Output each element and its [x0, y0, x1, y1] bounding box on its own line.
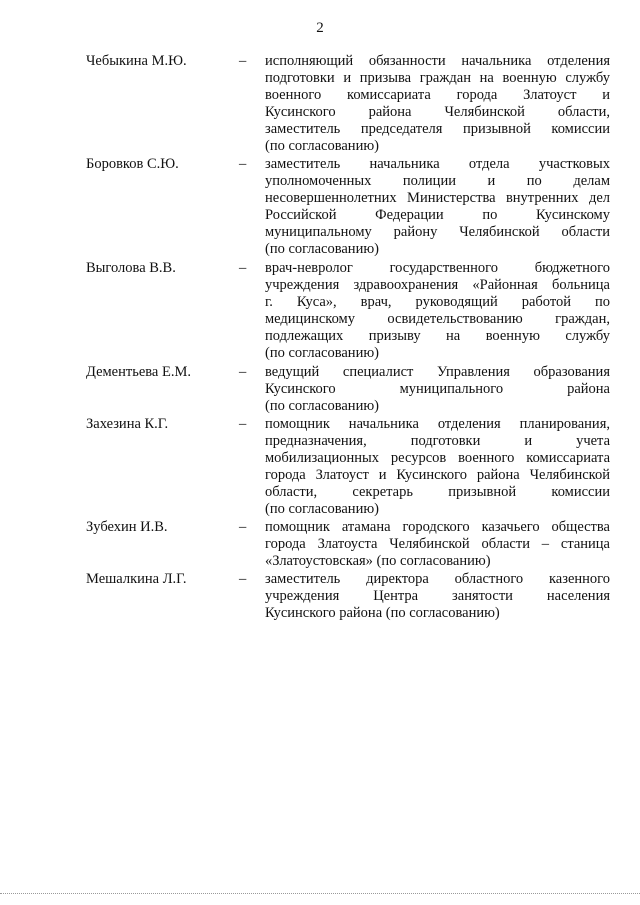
description-line: подлежащих призыву на военную службу	[265, 328, 610, 344]
description-line: заместитель председателя призывной комиссии	[265, 121, 610, 137]
member-name: Выголова В.В.	[86, 260, 176, 276]
member-name: Дементьева Е.М.	[86, 364, 191, 380]
description-line: (по согласованию)	[265, 138, 379, 154]
member-description	[265, 53, 610, 155]
member-dash: –	[239, 364, 247, 380]
member-dash: –	[239, 416, 247, 432]
description-line: заместитель начальника отдела участковых	[265, 156, 610, 172]
member-dash: –	[239, 519, 247, 535]
description-line: несовершеннолетних Министерства внутренних дел	[265, 190, 610, 206]
member-description	[265, 571, 610, 622]
member-description	[265, 364, 610, 415]
description-line: муниципальному району Челябинской области	[265, 224, 610, 240]
description-line: г. Куса», врач, руководящий работой по	[265, 294, 610, 310]
description-line: Кусинского муниципального района	[265, 381, 610, 397]
description-line: помощник атамана городского казачьего общества	[265, 519, 610, 535]
description-line: помощник начальника отделения планирования,	[265, 416, 610, 432]
description-line: учреждения Центра занятости населения	[265, 588, 610, 604]
description-line: мобилизационных ресурсов военного комиссариата	[265, 450, 610, 466]
description-line: ведущий специалист Управления образования	[265, 364, 610, 380]
description-line: города Златоуста Челябинской области – станица	[265, 536, 610, 552]
member-dash: –	[239, 53, 247, 69]
description-line: (по согласованию)	[265, 345, 379, 361]
description-line: военного комиссариата города Златоуст и	[265, 87, 610, 103]
member-name: Боровков С.Ю.	[86, 156, 179, 172]
description-line: (по согласованию)	[265, 398, 379, 414]
description-line: заместитель директора областного казенного	[265, 571, 610, 587]
member-name: Мешалкина Л.Г.	[86, 571, 187, 587]
page-number: 2	[316, 20, 324, 36]
member-name: Захезина К.Г.	[86, 416, 169, 432]
member-dash: –	[239, 260, 247, 276]
member-description	[265, 416, 610, 518]
description-line: Российской Федерации по Кусинскому	[265, 207, 610, 223]
member-name: Чебыкина М.Ю.	[86, 53, 187, 69]
member-description	[265, 519, 610, 570]
member-name: Зубехин И.В.	[86, 519, 168, 535]
description-line: области, секретарь призывной комиссии	[265, 484, 610, 500]
description-line: Кусинского района Челябинской области,	[265, 104, 610, 120]
description-line: исполняющий обязанности начальника отделения	[265, 53, 610, 69]
member-dash: –	[239, 571, 247, 587]
description-line: подготовки и призыва граждан на военную службу	[265, 70, 610, 86]
member-description	[265, 156, 610, 258]
description-line: предназначения, подготовки и учета	[265, 433, 610, 449]
description-line: Кусинского района (по согласованию)	[265, 605, 500, 621]
member-dash: –	[239, 156, 247, 172]
description-line: города Златоуст и Кусинского района Челябинской	[265, 467, 610, 483]
footer-rule	[0, 893, 640, 894]
description-line: медицинскому освидетельствованию граждан,	[265, 311, 610, 327]
description-line: (по согласованию)	[265, 501, 379, 517]
description-line: «Златоустовская» (по согласованию)	[265, 553, 491, 569]
description-line: уполномоченных полиции и по делам	[265, 173, 610, 189]
description-line: (по согласованию)	[265, 241, 379, 257]
member-description	[265, 260, 610, 362]
description-line: учреждения здравоохранения «Районная больница	[265, 277, 610, 293]
description-line: врач-невролог государственного бюджетного	[265, 260, 610, 276]
